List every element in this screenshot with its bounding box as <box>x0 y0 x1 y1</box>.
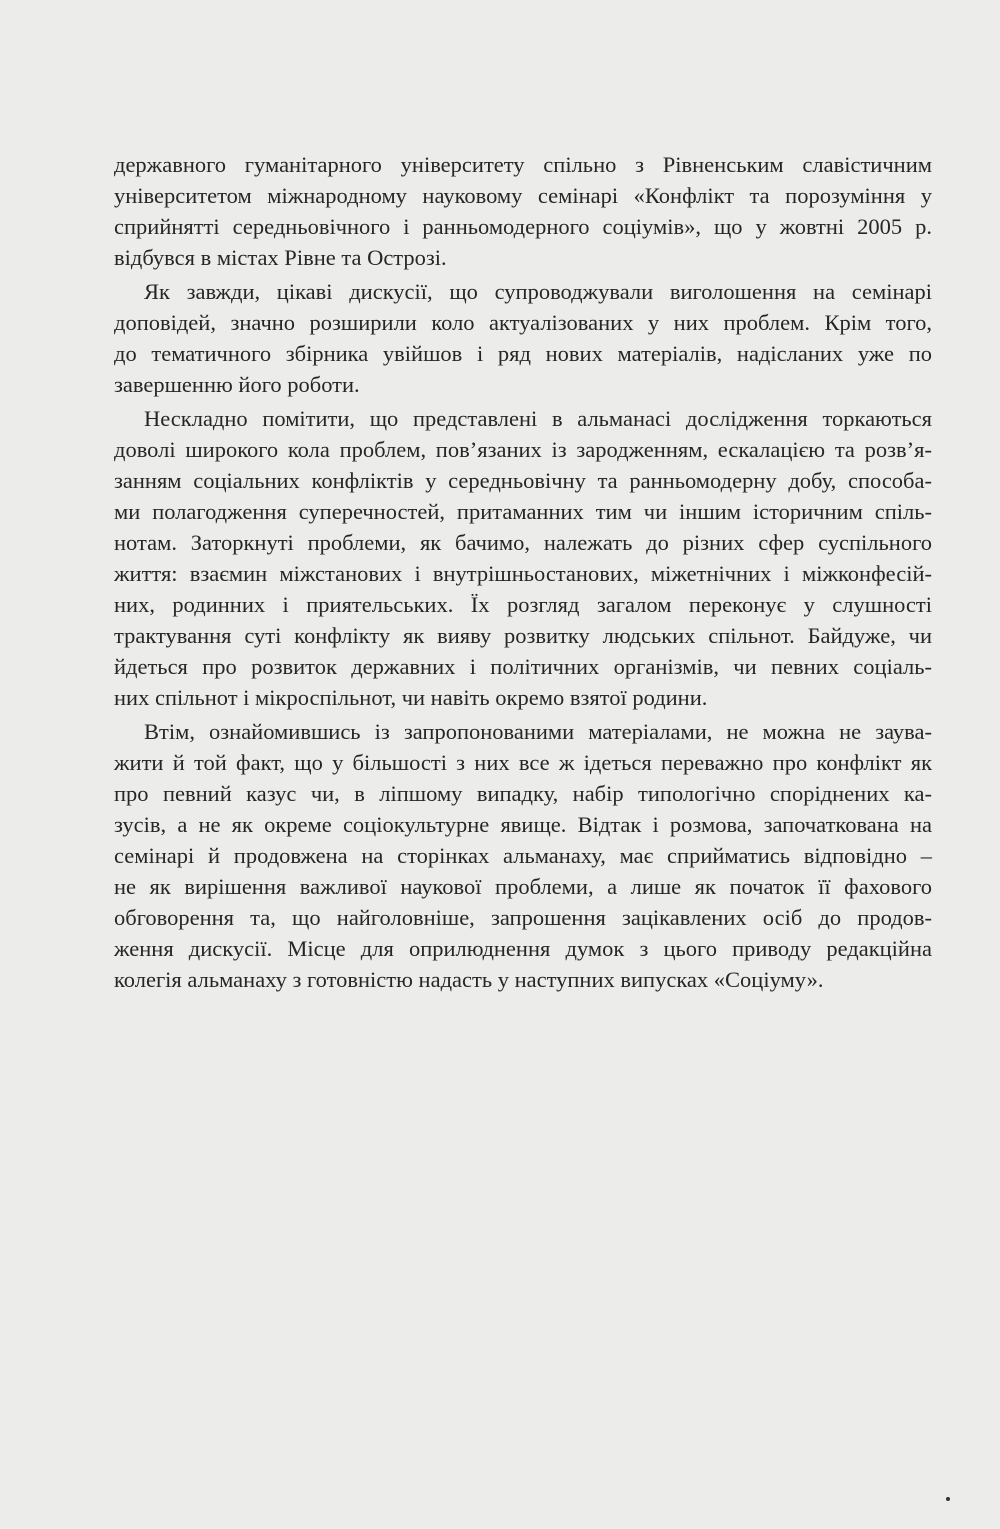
text-line: Втім, ознайомившись із запропонованими матеріалами, не можна не заува- <box>144 719 932 744</box>
text-line: семінарі й продовжена на сторінках альманаху, має сприйматись відповідно – <box>114 843 932 868</box>
text-line: Нескладно помітити, що представлені в альманасі дослідження торкаються <box>144 406 932 431</box>
text-line: завершенню його роботи. <box>114 372 360 397</box>
text-line: відбувся в містах Рівне та Острозі. <box>114 245 447 270</box>
paragraph <box>114 716 932 995</box>
text-line: про певний казус чи, в ліпшому випадку, набір типологічно споріднених ка- <box>114 781 932 806</box>
text-line: ження дискусії. Місце для оприлюднення думок з цього приводу редакційна <box>114 936 932 961</box>
text-line: університетом міжнародному науковому семінарі «Конфлікт та порозуміння у <box>114 183 932 208</box>
text-line: до тематичного збірника увійшов і ряд нових матеріалів, надісланих уже по <box>114 341 932 366</box>
text-line: Як завжди, цікаві дискусії, що супроводжували виголошення на семінарі <box>144 279 932 304</box>
paragraph <box>114 276 932 400</box>
text-line: доволі широкого кола проблем, пов’язаних із зародженням, ескалацією та розв’я- <box>114 437 932 462</box>
text-line: них спільнот і мікроспільнот, чи навіть окремо взятої родини. <box>114 685 708 710</box>
page-body <box>114 149 932 998</box>
text-line: сприйнятті середньовічного і ранньомодерного соціумів», що у жовтні 2005 р. <box>114 214 932 239</box>
text-line: обговорення та, що найголовніше, запрошення зацікавлених осіб до продов- <box>114 905 932 930</box>
text-line: зусів, а не як окреме соціокультурне явище. Відтак і розмова, започаткована на <box>114 812 932 837</box>
text-line: життя: взаємин міжстанових і внутрішньостанових, міжетнічних і міжконфесій- <box>114 561 932 586</box>
text-line: доповідей, значно розширили коло актуалізованих у них проблем. Крім того, <box>114 310 932 335</box>
paragraph <box>114 149 932 273</box>
text-line: державного гуманітарного університету спільно з Рівненським славістичним <box>114 152 932 177</box>
scan-speck <box>946 1497 950 1501</box>
text-line: занням соціальних конфліктів у середньовічну та ранньомодерну добу, способа- <box>114 468 932 493</box>
text-line: нотам. Заторкнуті проблеми, як бачимо, належать до різних сфер суспільного <box>114 530 932 555</box>
text-line: не як вирішення важливої наукової проблеми, а лише як початок її фахового <box>114 874 932 899</box>
text-line: трактування суті конфлікту як вияву розвитку людських спільнот. Байдуже, чи <box>114 623 932 648</box>
text-line: жити й той факт, що у більшості з них все ж ідеться переважно про конфлікт як <box>114 750 932 775</box>
text-line: йдеться про розвиток державних і політичних організмів, чи певних соціаль- <box>114 654 932 679</box>
paragraph <box>114 403 932 713</box>
text-line: ми полагодження суперечностей, притаманних тим чи іншим історичним спіль- <box>114 499 932 524</box>
text-line: колегія альманаху з готовністю надасть у наступних випусках «Соціуму». <box>114 967 824 992</box>
text-line: них, родинних і приятельських. Їх розгляд загалом переконує у слушності <box>114 592 932 617</box>
